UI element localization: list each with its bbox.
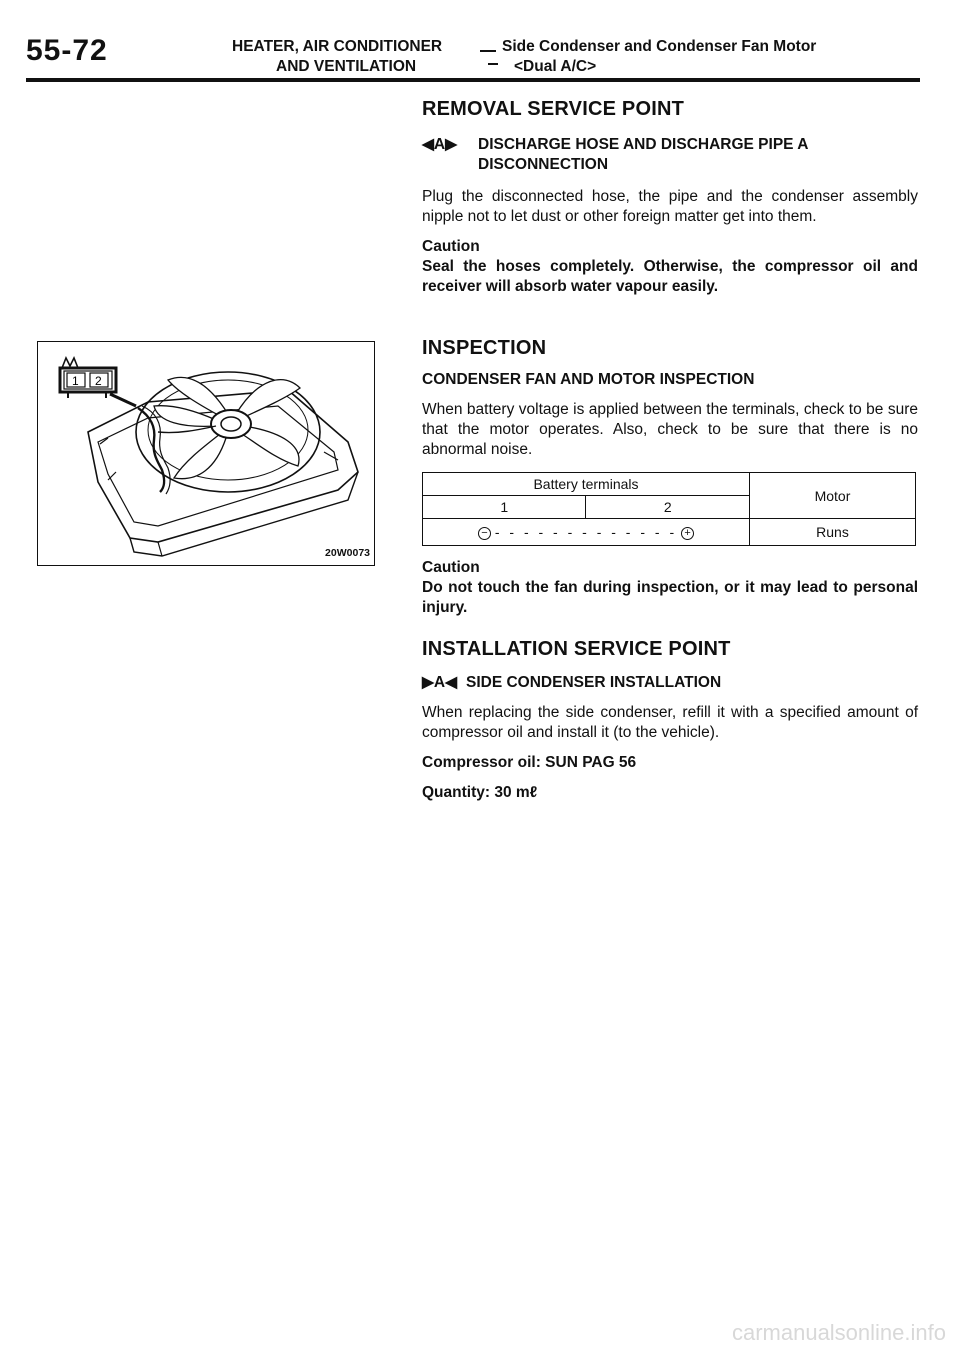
positive-terminal-icon: + (681, 527, 694, 540)
inspection-caution-text: Do not touch the fan during inspection, or it may lead to personal injury. (422, 579, 918, 616)
removal-body: Plug the disconnected hose, the pipe and the condenser assembly nipple not to let dust or other foreign matter get into them. (422, 188, 918, 225)
table-header-motor: Motor (750, 473, 916, 519)
removal-item-line1: DISCHARGE HOSE AND DISCHARGE PIPE A (478, 136, 809, 153)
table-result: Runs (750, 519, 916, 546)
header-dash (480, 50, 496, 52)
installation-item (422, 673, 918, 693)
fan-shroud-drawing (38, 342, 374, 564)
installation-body: When replacing the side condenser, refill it with a specified amount of compressor oil and install it (to the vehicle). (422, 704, 918, 741)
inspection-item (422, 370, 918, 390)
fan-motor-illustration (37, 341, 375, 566)
removal-item-line2: DISCONNECTION (478, 156, 609, 173)
inspection-heading: INSPECTION (422, 337, 547, 359)
removal-caution-label: Caution (422, 238, 480, 255)
inspection-item-label: CONDENSER FAN AND MOTOR INSPECTION (422, 371, 755, 388)
inspection-body: When battery voltage is applied between the terminals, check to be sure that the motor operates. Also, check to be sure that there is no abnormal noise. (422, 401, 918, 458)
installation-heading: INSTALLATION SERVICE POINT (422, 638, 731, 660)
watermark: carmanualsonline.info (731, 1320, 946, 1345)
table-connection-row (423, 519, 750, 546)
connector-symbol (60, 358, 116, 398)
removal-item (422, 135, 918, 155)
section-title-line1: HEATER, AIR CONDITIONER (232, 38, 443, 55)
main-content (422, 98, 918, 803)
removal-caution-text: Seal the hoses completely. Otherwise, the compressor oil and receiver will absorb water vapour easily. (422, 258, 918, 295)
removal-heading: REMOVAL SERVICE POINT (422, 98, 685, 120)
compressor-oil: Compressor oil: SUN PAG 56 (422, 754, 637, 771)
section-title-line2: AND VENTILATION (276, 58, 417, 75)
oil-quantity: Quantity: 30 mℓ (422, 784, 538, 801)
installation-marker: ▶A◀ (422, 674, 458, 691)
inspection-caution-label: Caution (422, 559, 480, 576)
page-subtitle: <Dual A/C> (514, 58, 597, 75)
table-col1: 1 (423, 496, 586, 519)
table-col2: 2 (586, 496, 750, 519)
svg-text:1: 1 (72, 374, 79, 388)
removal-marker: ◀A▶ (422, 136, 458, 153)
negative-terminal-icon: − (478, 527, 491, 540)
table-header-terminals: Battery terminals (423, 473, 750, 496)
installation-item-label: SIDE CONDENSER INSTALLATION (466, 674, 722, 691)
header-dash (488, 63, 498, 65)
terminal-table (422, 472, 916, 546)
page-number: 55-72 (26, 34, 108, 67)
connection-dashes: - - - - - - - - - - - - - (494, 524, 678, 540)
illustration-code: 20W0073 (325, 547, 370, 559)
removal-item-cont (422, 155, 918, 175)
page-title: Side Condenser and Condenser Fan Motor (502, 38, 817, 55)
header-rule (26, 78, 920, 82)
svg-text:2: 2 (95, 374, 102, 388)
